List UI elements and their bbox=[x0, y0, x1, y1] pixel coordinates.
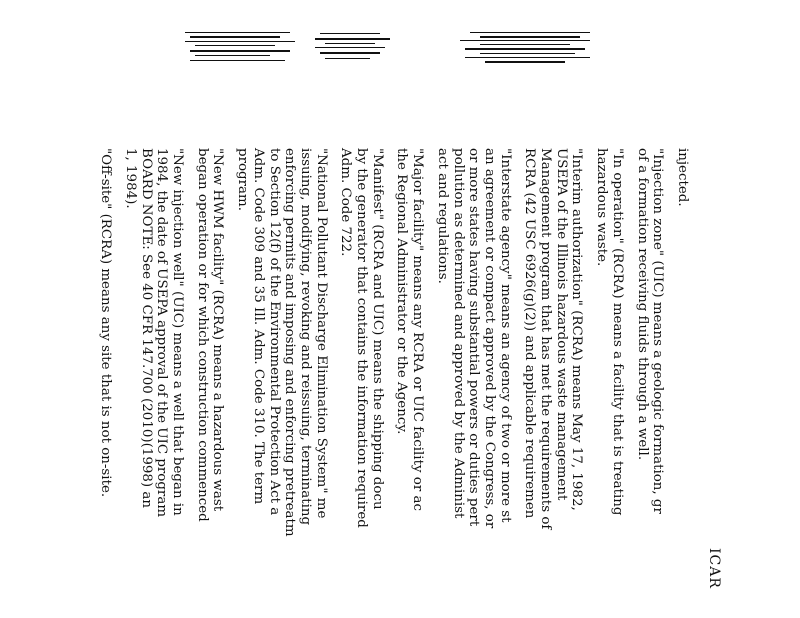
text-line: "National Pollutant Discharge Elimination System" me bbox=[313, 148, 329, 519]
definitions-body bbox=[89, 0, 691, 618]
text-line: or more states having substantial powers or duties pert bbox=[466, 148, 482, 527]
text-line: Adm. Code 722. bbox=[338, 148, 354, 257]
text-line: began operation or for which construction commenced bbox=[194, 148, 210, 522]
definition-paragraph bbox=[194, 0, 225, 618]
text-line: RCRA (42 USC 6926(g)(2)) and applicable requiremen bbox=[522, 148, 538, 519]
text-line: of a formation receiving fluids through a well. bbox=[634, 148, 650, 461]
text-line: enforcing permits and imposing and enforcing pretreatm bbox=[282, 148, 298, 537]
text-line: "New injection well" (UIC) means a well that began in bbox=[170, 148, 186, 516]
definition-paragraph bbox=[394, 0, 425, 618]
definition-paragraph bbox=[593, 0, 624, 618]
text-line: "Off-site" (RCRA) means any site that is not on-site. bbox=[98, 148, 114, 498]
margin-revision-marks bbox=[180, 30, 590, 66]
text-line: to Section 12(f) of the Environmental Protection Act a bbox=[266, 148, 282, 516]
text-line: BOARD NOTE: See 40 CFR 147.700 (2010)(1998) an bbox=[138, 148, 154, 508]
text-line: 1984, the date of USEPA approval of the UIC program bbox=[154, 148, 170, 518]
text-line: an agreement or compact approved by the Congress, or bbox=[481, 148, 497, 529]
text-line: issuing, modifying, revoking and reissuing, terminating bbox=[297, 148, 313, 526]
definition-paragraph bbox=[234, 0, 328, 618]
definition-paragraph bbox=[338, 0, 385, 618]
text-line: "Major facility" means any RCRA or UIC facility or ac bbox=[410, 148, 426, 511]
text-line: Management program that has met the requirements of bbox=[538, 148, 554, 530]
text-line: pollution as determined and approved by the Administ bbox=[450, 148, 466, 519]
text-line: USEPA of the Illinois hazardous waste management bbox=[553, 148, 569, 501]
text-line: 1, 1984). bbox=[122, 148, 138, 209]
revision-mark-graphic bbox=[180, 30, 590, 66]
text-line: Adm. Code 309 and 35 Ill. Adm. Code 310. The term bbox=[250, 148, 266, 505]
definition-paragraph bbox=[674, 0, 690, 618]
text-line: injected. bbox=[675, 148, 690, 207]
text-line: the Regional Administrator or the Agency. bbox=[394, 148, 410, 435]
text-line: act and regulations. bbox=[434, 148, 450, 284]
text-line: program. bbox=[235, 148, 251, 211]
definition-paragraph bbox=[434, 0, 513, 618]
definition-paragraph bbox=[98, 0, 114, 618]
text-line: "New HWM facility" (RCRA) means a hazardous wast bbox=[210, 148, 226, 512]
definition-paragraph bbox=[122, 0, 185, 618]
text-line: "Injection zone" (UIC) means a geologic formation, gr bbox=[650, 148, 666, 514]
text-line: "Interim authorization" (RCRA) means May 17, 1982, bbox=[569, 148, 585, 511]
text-line: "Interstate agency" means an agency of two or more st bbox=[497, 148, 513, 523]
definition-paragraph bbox=[522, 0, 585, 618]
page-header: ICAR bbox=[706, 548, 722, 589]
text-line: hazardous waste. bbox=[594, 148, 610, 267]
text-line: by the generator that contains the information required bbox=[354, 148, 370, 528]
text-line: "Manifest" (RCRA and UIC) means the shipping docu bbox=[369, 148, 385, 510]
text-line: "In operation" (RCRA) means a facility that is treating bbox=[609, 148, 625, 516]
definition-paragraph bbox=[634, 0, 665, 618]
